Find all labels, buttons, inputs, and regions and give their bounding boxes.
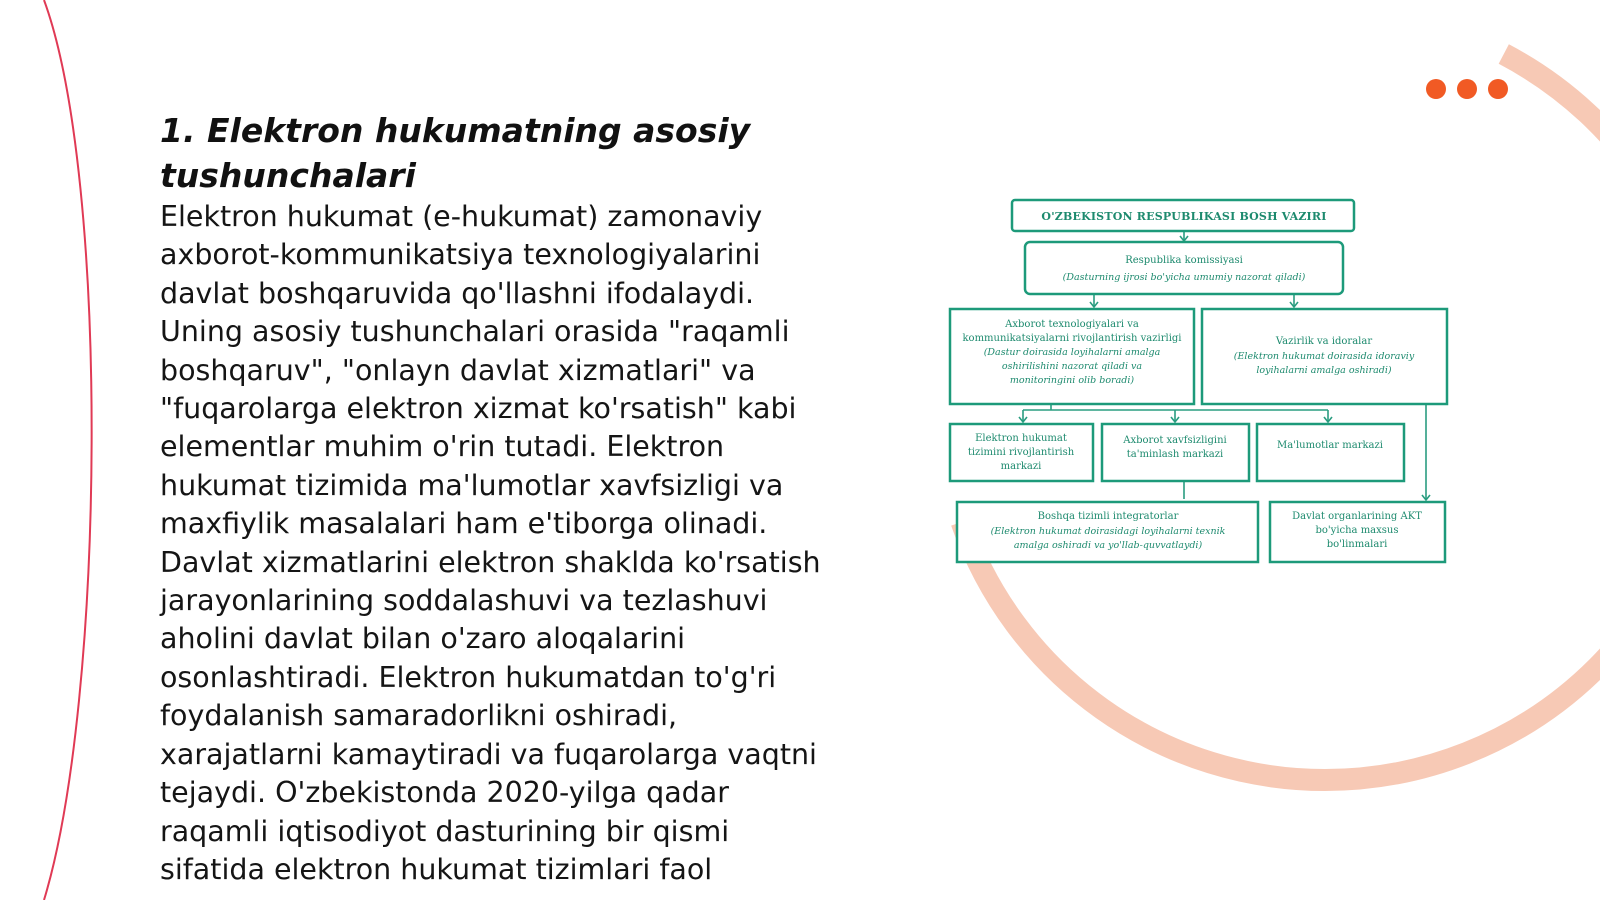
- svg-text:Davlat organlarining AKT: Davlat organlarining AKT: [1292, 511, 1422, 522]
- svg-text:ta'minlash markazi: ta'minlash markazi: [1126, 449, 1224, 460]
- svg-text:Respublika komissiyasi: Respublika komissiyasi: [1125, 255, 1243, 266]
- org-box-agencies: [1202, 309, 1447, 404]
- svg-text:Boshqa tizimli integratorlar: Boshqa tizimli integratorlar: [1037, 511, 1179, 522]
- svg-text:(Dastur doirasida loyihalarni: (Dastur doirasida loyihalarni amalga: [983, 347, 1161, 358]
- org-box-prime-minister: [1012, 200, 1354, 231]
- svg-text:oshirilishini nazorat qiladi v: oshirilishini nazorat qiladi va: [1001, 361, 1143, 372]
- svg-text:kommunikatsiyalarni rivojlanti: kommunikatsiyalarni rivojlantirish vazirligi: [962, 333, 1182, 344]
- svg-text:Ma'lumotlar markazi: Ma'lumotlar markazi: [1277, 440, 1383, 451]
- svg-text:loyihalarni amalga oshiradi): loyihalarni amalga oshiradi): [1256, 365, 1392, 376]
- svg-text:tizimini rivojlantirish: tizimini rivojlantirish: [967, 447, 1075, 458]
- svg-text:O'ZBEKISTON RESPUBLIKASI BOSH: O'ZBEKISTON RESPUBLIKASI BOSH VAZIRI: [1041, 210, 1327, 223]
- text-content: [160, 108, 840, 889]
- org-box-egov-center: [950, 424, 1093, 481]
- svg-text:Elektron hukumat: Elektron hukumat: [975, 433, 1067, 444]
- org-box-integrators: [957, 502, 1258, 562]
- org-chart: [948, 198, 1453, 574]
- org-box-security-center: [1102, 424, 1249, 481]
- left-edge-curve: [44, 0, 92, 900]
- svg-text:(Elektron hukumat doirasidagi: (Elektron hukumat doirasidagi loyihalarni texnik: [990, 526, 1226, 537]
- svg-text:amalga oshiradi va yo'llab-quv: amalga oshiradi va yo'llab-quvvatlaydi): [1013, 540, 1203, 551]
- svg-text:monitoringini olib boradi): monitoringini olib boradi): [1009, 375, 1135, 386]
- org-box-ministry: [950, 309, 1194, 404]
- svg-text:markazi: markazi: [1000, 461, 1042, 472]
- dot-icon: [1426, 79, 1446, 99]
- svg-text:Vazirlik va idoralar: Vazirlik va idoralar: [1275, 336, 1373, 347]
- dot-icon: [1488, 79, 1508, 99]
- org-box-data-center: [1257, 424, 1404, 481]
- slide-body: Elektron hukumat (e-hukumat) zamonaviy axborot-kommunikatsiya texnologiyalarini davlat boshqaruvida qo'llashni ifodalaydi. Uning asosiy tushunchalari orasida "raqamli boshqaruv", "onlayn davlat xizmatlari" va "fuqarolarga elektron xizmat ko'rsatish" kabi elementlar muhim o'rin tutadi. Elektron hukumat tizimida ma'lumotlar xavfsizligi va maxfiylik masalalari ham e'tiborga olinadi. Davlat xizmatlarini elektron shaklda ko'rsatish jarayonlarining soddalashuvi va tezlashuvi aholini davlat bilan o'zaro aloqalarini osonlashtiradi. Elektron hukumatdan to'g'ri foydalanish samaradorlikni oshiradi, xarajatlarni kamaytiradi va fuqarolarga vaqtni tejaydi. O'zbekistonda 2020-yilga qadar raqamli iqtisodiyot dasturining bir qismi sifatida elektron hukumat tizimlari faol: [160, 200, 821, 886]
- slide-title: 1. Elektron hukumatning asosiy tushunchalari: [160, 111, 751, 195]
- svg-text:Axborot xavfsizligini: Axborot xavfsizligini: [1123, 435, 1227, 446]
- svg-text:bo'linmalari: bo'linmalari: [1326, 539, 1388, 550]
- menu-dots: [1426, 79, 1508, 99]
- dot-icon: [1457, 79, 1477, 99]
- org-box-commission: [1025, 242, 1343, 294]
- svg-text:(Dasturning ijrosi bo'yicha um: (Dasturning ijrosi bo'yicha umumiy nazorat qiladi): [1062, 272, 1306, 283]
- svg-text:(Elektron hukumat doirasida id: (Elektron hukumat doirasida idoraviy: [1233, 351, 1415, 362]
- svg-text:Axborot texnologiyalari va: Axborot texnologiyalari va: [1005, 319, 1139, 330]
- svg-text:bo'yicha maxsus: bo'yicha maxsus: [1315, 525, 1399, 536]
- org-box-ict-units: [1270, 502, 1445, 562]
